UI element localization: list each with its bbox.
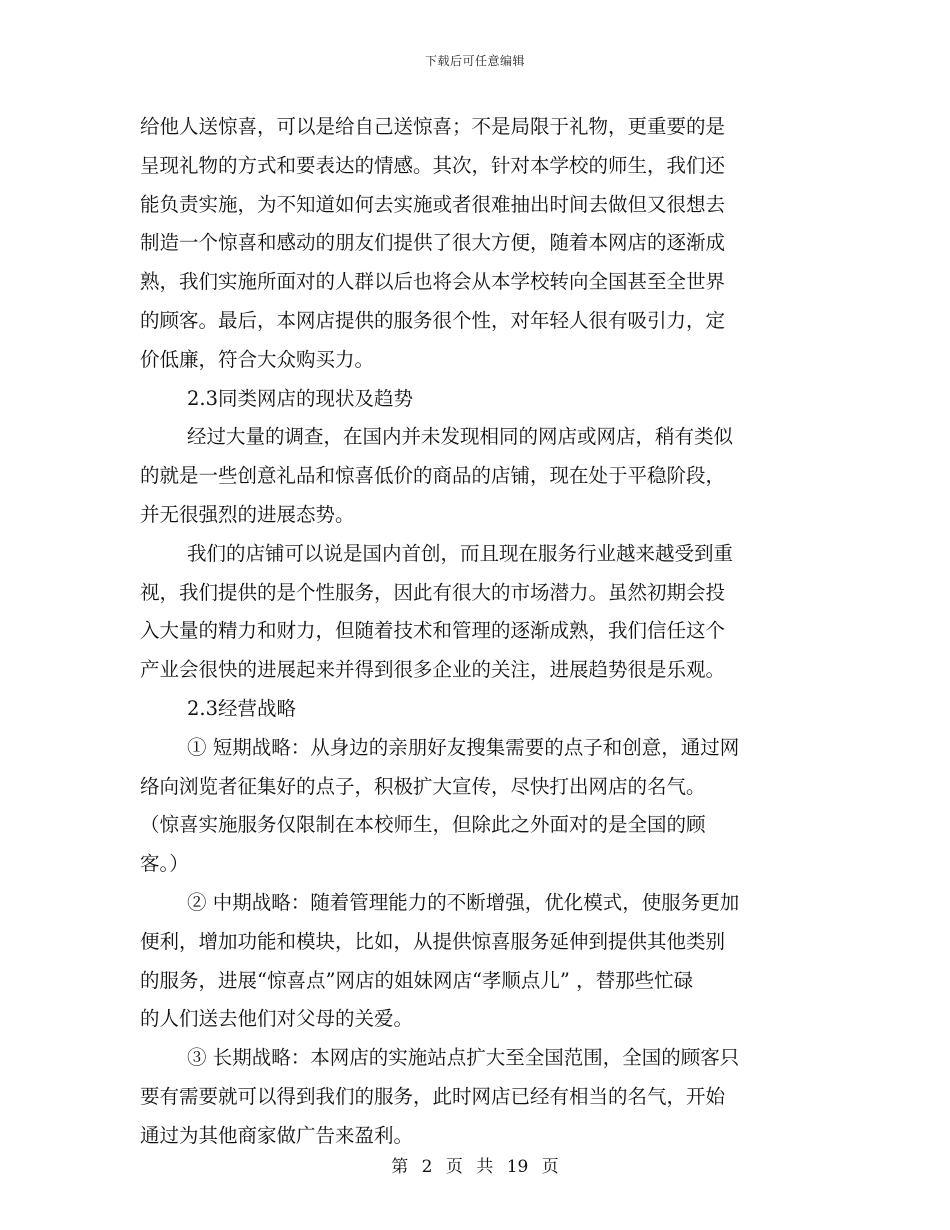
section-heading: 2.3同类网店的现状及趋势 <box>187 386 414 410</box>
text-line: 的服务，进展“惊喜点”网店的姐妹网店“孝顺点儿” ，替那些忙碌 <box>140 968 694 992</box>
text-line: 能负责实施，为不知道如何去实施或者很难抽出时间去做但又很想去 <box>140 192 726 216</box>
text-line: 价低廉，符合大众购买力。 <box>140 347 375 371</box>
text-line: 的人们送去他们对父母的关爱。 <box>140 1007 414 1031</box>
text-line: 经过大量的调查，在国内并未发现相同的网店或网店，稍有类似 <box>187 425 734 449</box>
section-heading: 2.3经营战略 <box>187 696 297 720</box>
document-body <box>140 108 808 1156</box>
text-line: 给他人送惊喜，可以是给自己送惊喜；不是局限于礼物，更重要的是 <box>140 115 726 138</box>
text-line: 的就是一些创意礼品和惊喜低价的商品的店铺，现在处于平稳阶段， <box>140 464 726 488</box>
text-line: ③ 长期战略：本网店的实施站点扩大至全国范围，全国的顾客只 <box>187 1046 740 1070</box>
text-line: 呈现礼物的方式和要表达的情感。其次，针对本学校的师生，我们还 <box>140 153 726 177</box>
text-line: 并无很强烈的进展态势。 <box>140 502 355 526</box>
page-footer: 第 2 页 共 19 页 <box>391 1157 559 1177</box>
text-line: 视，我们提供的是个性服务，因此有很大的市场潜力。虽然初期会投 <box>140 580 726 604</box>
text-line: （惊喜实施服务仅限制在本校师生，但除此之外面对的是全国的顾 <box>140 813 706 837</box>
text-line: 制造一个惊喜和感动的朋友们提供了很大方便，随着本网店的逐渐成 <box>140 231 726 255</box>
text-line: 客。） <box>140 852 189 876</box>
text-line: 络向浏览者征集好的点子，积极扩大宣传，尽快打出网店的名气。 <box>140 774 706 798</box>
text-line: ② 中期战略：随着管理能力的不断增强，优化模式，使服务更加 <box>187 890 740 914</box>
text-line: 要有需要就可以得到我们的服务，此时网店已经有相当的名气，开始 <box>140 1084 726 1108</box>
text-line: 熟，我们实施所面对的人群以后也将会从本学校转向全国甚至全世界 <box>140 270 726 294</box>
text-line: 通过为其他商家做广告来盈利。 <box>140 1123 414 1147</box>
text-line: ① 短期战略：从身边的亲朋好友搜集需要的点子和创意，通过网 <box>187 735 740 759</box>
text-line: 入大量的精力和财力，但随着技术和管理的逐渐成熟，我们信任这个 <box>140 619 726 643</box>
text-line: 便利，增加功能和模块，比如，从提供惊喜服务延伸到提供其他类别 <box>140 929 726 953</box>
text-line: 产业会很快的进展起来并得到很多企业的关注，进展趋势很是乐观。 <box>140 658 726 682</box>
text-line: 的顾客。最后，本网店提供的服务很个性，对年轻人很有吸引力，定 <box>140 308 726 332</box>
page-header: 下载后可任意编辑 <box>424 54 525 68</box>
text-line: 我们的店铺可以说是国内首创，而且现在服务行业越来越受到重 <box>187 541 734 565</box>
